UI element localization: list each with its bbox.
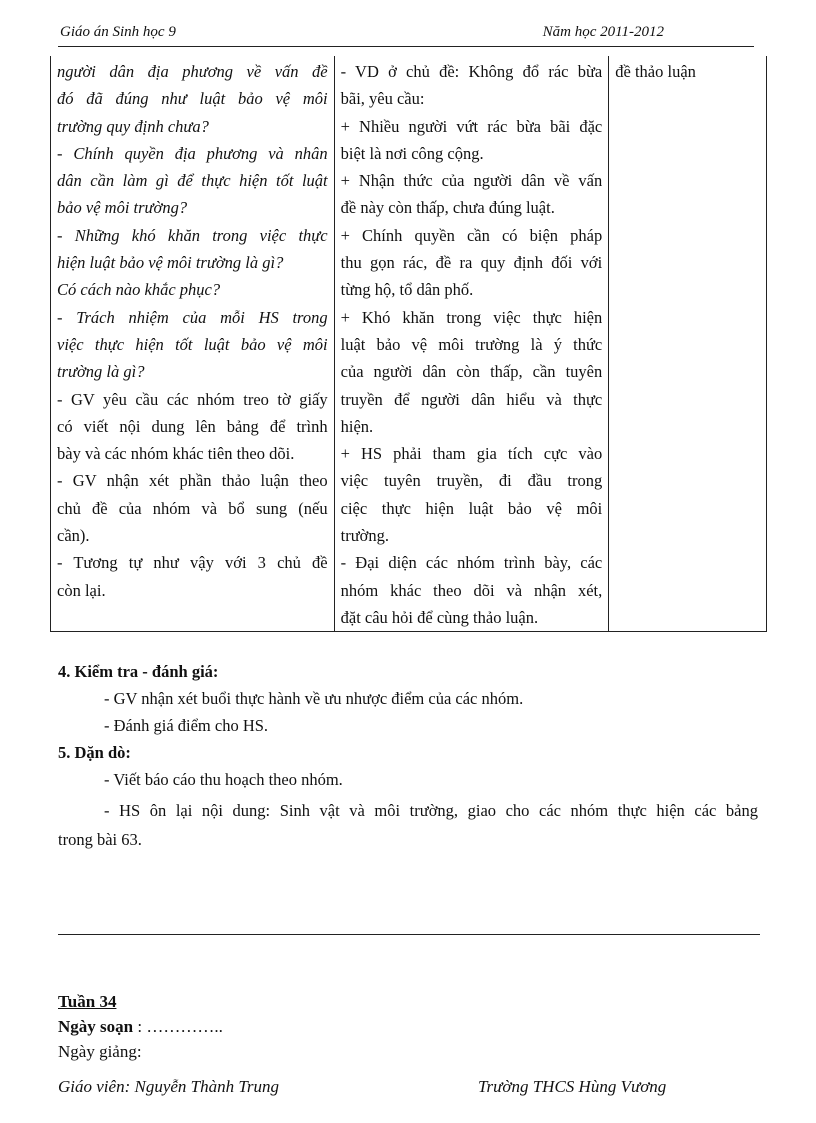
cell-line: dân cần làm gì để thực hiện tốt luật bbox=[57, 171, 328, 191]
cell-line: từng hộ, tổ dân phố. bbox=[340, 280, 474, 300]
cell-line: - Chính quyền địa phương và nhân bbox=[57, 143, 328, 163]
header-school-year: Năm học 2011-2012 bbox=[542, 24, 664, 40]
cell-line: việc tuyên truyền, đi đầu trong bbox=[340, 471, 603, 491]
footer-school: Trường THCS Hùng Vương bbox=[478, 1077, 667, 1096]
section-5 bbox=[58, 743, 131, 763]
lesson-table bbox=[50, 56, 767, 632]
cell-line: trường quy định chưa? bbox=[57, 116, 209, 136]
cell-line: bảo vệ môi trường? bbox=[57, 198, 188, 218]
content-cell bbox=[609, 56, 767, 632]
table-row bbox=[51, 56, 767, 632]
week-title: Tuần 34 bbox=[58, 992, 117, 1011]
cell-line: có viết nội dung lên bảng để trình bbox=[57, 416, 328, 436]
paragraph-line: - HS ôn lại nội dung: Sinh vật và môi trường, giao cho các nhóm thực hiện các bảng bbox=[104, 801, 758, 820]
cell-line: bãi, yêu cầu: bbox=[340, 89, 425, 109]
cell-line: + Nhiều người vứt rác bừa bãi đặc bbox=[340, 116, 603, 136]
section-4-item: - GV nhận xét buổi thực hành về ưu nhược điểm của các nhóm. bbox=[104, 689, 524, 708]
section-5-item: - Viết báo cáo thu hoạch theo nhóm. bbox=[104, 770, 343, 789]
cell-line: - Trách nhiệm của mỗi HS trong bbox=[57, 307, 328, 327]
section-4 bbox=[58, 662, 218, 682]
cell-line: nhóm khác theo dõi và nhận xét, bbox=[340, 580, 603, 600]
cell-line: - VD ở chủ đề: Không đổ rác bừa bbox=[340, 62, 603, 81]
cell-line: việc thực hiện tốt luật bảo vệ môi bbox=[57, 334, 328, 354]
cell-line: người dân địa phương về vấn đề bbox=[57, 62, 328, 81]
cell-line: + Chính quyền cần có biện pháp bbox=[340, 225, 603, 245]
cell-line: truyền để người dân hiểu và thực bbox=[340, 389, 603, 409]
cell-line: chủ đề của nhóm và bổ sung (nếu bbox=[57, 498, 328, 518]
cell-line: - Những khó khăn trong việc thực bbox=[57, 225, 328, 245]
section-5-title: 5. Dặn dò: bbox=[58, 743, 131, 762]
prep-date-label: Ngày soạn bbox=[58, 1017, 134, 1036]
cell-line: đề này còn thấp, chưa đúng luật. bbox=[340, 198, 555, 218]
cell-line: - GV yêu cầu các nhóm treo tờ giấy bbox=[57, 389, 328, 409]
section-4-title: 4. Kiểm tra - đánh giá: bbox=[58, 662, 219, 681]
cell-line: bày và các nhóm khác tiên theo dõi. bbox=[57, 444, 295, 464]
teaching-date: Ngày giảng: bbox=[58, 1042, 142, 1061]
cell-line: ciệc thực hiện luật bảo vệ môi bbox=[340, 498, 603, 518]
cell-line: hiện luật bảo vệ môi trường là gì? bbox=[57, 253, 284, 273]
footer-teacher: Giáo viên: Nguyễn Thành Trung bbox=[58, 1077, 279, 1096]
cell-line: + HS phải tham gia tích cực vào bbox=[340, 444, 603, 464]
cell-line: biệt là nơi công cộng. bbox=[340, 143, 484, 163]
student-activity-cell bbox=[334, 56, 609, 632]
cell-line: + Nhận thức của người dân về vấn bbox=[340, 171, 603, 191]
cell-line: đặt câu hỏi để cùng thảo luận. bbox=[340, 607, 539, 627]
page-divider bbox=[58, 934, 760, 935]
prep-date-value: : ………….. bbox=[133, 1017, 223, 1036]
cell-line: - Đại diện các nhóm trình bày, các bbox=[340, 553, 603, 573]
cell-line: - GV nhận xét phần thảo luận theo bbox=[57, 471, 328, 491]
cell-line: hiện. bbox=[340, 416, 374, 436]
teacher-activity-cell bbox=[51, 56, 335, 632]
cell-line: Có cách nào khắc phục? bbox=[57, 280, 221, 300]
cell-line: thu gọn rác, đề ra quy định đối với bbox=[340, 253, 603, 273]
content-text: đề thảo luận bbox=[615, 62, 696, 81]
cell-line: luật bảo vệ môi trường là ý thức bbox=[340, 334, 603, 354]
section-4-item: - Đánh giá điểm cho HS. bbox=[104, 716, 269, 735]
cell-line: của người dân còn thấp, cần tuyên bbox=[340, 362, 603, 382]
cell-line: + Khó khăn trong việc thực hiện bbox=[340, 307, 603, 327]
cell-line: đó đã đúng như luật bảo vệ môi bbox=[57, 89, 328, 109]
cell-line: trường là gì? bbox=[57, 362, 145, 382]
cell-line: - Tương tự như vậy với 3 chủ đề bbox=[57, 553, 328, 573]
page-header bbox=[58, 22, 754, 47]
cell-line: cần). bbox=[57, 526, 90, 546]
section-5-paragraph bbox=[58, 796, 758, 854]
cell-line: còn lại. bbox=[57, 580, 106, 600]
header-subject: Giáo án Sinh học 9 bbox=[60, 24, 176, 40]
paragraph-line: trong bài 63. bbox=[58, 830, 142, 849]
cell-line: trường. bbox=[340, 526, 389, 546]
prep-date bbox=[58, 1017, 223, 1037]
